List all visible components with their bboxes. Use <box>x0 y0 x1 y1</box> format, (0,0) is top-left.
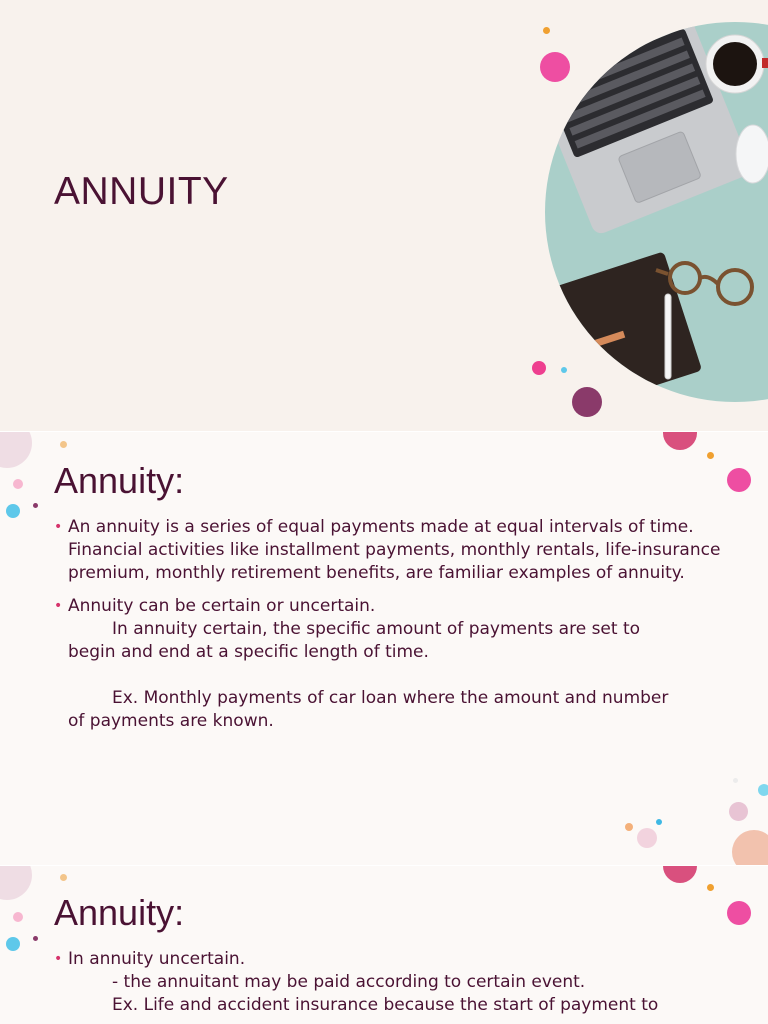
title-slide <box>0 0 768 432</box>
bullet-text: of payments are known. <box>68 711 274 731</box>
decor-dot <box>663 866 697 883</box>
decor-dot <box>0 866 32 900</box>
decor-dot <box>727 468 751 492</box>
slide-heading: Annuity: <box>54 460 185 501</box>
decor-dot <box>707 884 714 891</box>
decor-dot <box>33 936 38 941</box>
content-slide-2 <box>0 866 768 1024</box>
bullet-text: In annuity uncertain. <box>68 949 246 969</box>
decor-dot <box>33 503 38 508</box>
bullet-item <box>54 595 734 733</box>
slide-body <box>54 948 734 1017</box>
decor-dot <box>733 778 738 783</box>
bullet-item <box>54 516 734 585</box>
decor-dot <box>727 901 751 925</box>
decor-dot <box>663 432 697 450</box>
decor-dot <box>60 441 67 448</box>
decor-dot <box>0 432 32 468</box>
decor-dot <box>6 937 20 951</box>
bullet-icon: • <box>54 951 63 967</box>
laptop-photo <box>540 22 768 402</box>
slide-body <box>54 516 734 733</box>
bullet-text: Ex. Monthly payments of car loan where the amount and number <box>112 688 669 708</box>
bullet-item <box>54 948 734 1017</box>
pen-icon <box>665 294 671 379</box>
decor-dot <box>13 912 23 922</box>
bullet-text: In annuity certain, the specific amount of payments are set to <box>112 619 641 639</box>
decor-dot <box>656 819 662 825</box>
decor-dot <box>732 830 768 866</box>
decor-dot <box>729 802 748 821</box>
bullet-text: begin and end at a specific length of time. <box>68 642 429 662</box>
slide-heading: Annuity: <box>54 892 185 933</box>
decor-dot <box>60 874 67 881</box>
decor-dot <box>758 784 768 796</box>
slide-title: ANNUITY <box>54 170 229 213</box>
bullet-icon: • <box>54 519 63 535</box>
decor-dot <box>13 479 23 489</box>
decor-dot <box>6 504 20 518</box>
decor-dot <box>637 828 657 848</box>
decor-dot <box>707 452 714 459</box>
mouse-icon <box>736 125 768 183</box>
decor-dot <box>625 823 633 831</box>
content-slide-1 <box>0 432 768 866</box>
bullet-icon: • <box>54 598 63 614</box>
bullet-text: Ex. Life and accident insurance because the start of payment to <box>112 995 659 1015</box>
bullet-text: - the annuitant may be paid according to certain event. <box>112 972 586 992</box>
bullet-text: Annuity can be certain or uncertain. <box>68 596 376 616</box>
bullet-text: An annuity is a series of equal payments made at equal intervals of time. Financial activities like installment payments, monthly rentals, life-insurance premium, monthly retirement benefits, are familiar examples of annuity. <box>68 517 721 583</box>
